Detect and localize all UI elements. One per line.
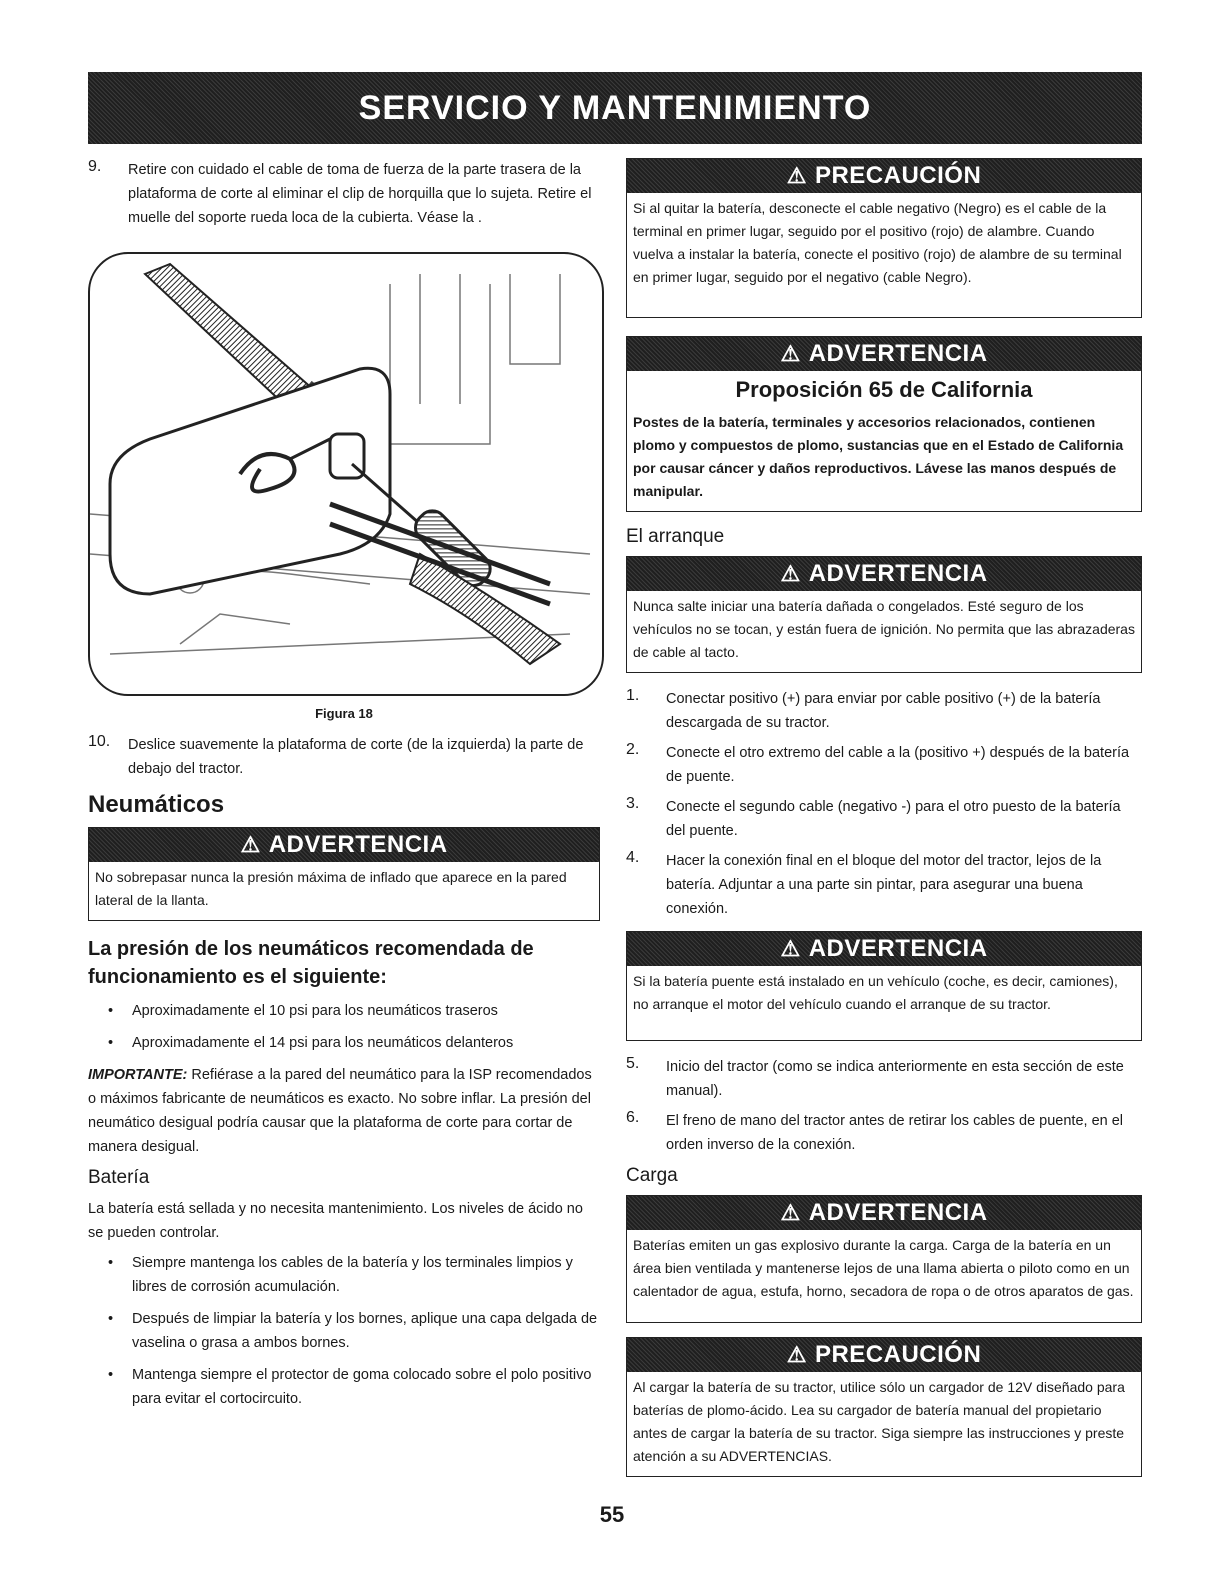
warning-header	[89, 828, 599, 862]
warning-title: ADVERTENCIA	[268, 831, 448, 858]
caution-title: PRECAUCIÓN	[814, 162, 982, 189]
step-10	[88, 733, 600, 781]
caution-header	[627, 159, 1141, 193]
warning-box-jumpstart	[626, 556, 1142, 673]
jump-step-2: 2. Conecte el otro extremo del cable a la (positivo +) después de la batería de puente.	[626, 741, 1130, 785]
caution-box-charger	[626, 1337, 1142, 1477]
banner-title: SERVICIO Y MANTENIMIENTO	[358, 88, 872, 127]
warning-box-charging	[626, 1195, 1142, 1323]
jump-step-3: 3. Conecte el segundo cable (negativo -) para el otro puesto de la batería del puente.	[626, 795, 1121, 839]
list-item: • Siempre mantenga los cables de la batería y los terminales limpios y libres de corrosión acumulación.	[108, 1255, 573, 1295]
list-item: • Aproximadamente el 14 psi para los neumáticos delanteros	[108, 1035, 514, 1051]
jump-step-1: 1. Conectar positivo (+) para enviar por cable positivo (+) de la batería descargada de su tractor.	[626, 687, 1101, 731]
bateria-text: La batería está sellada y no necesita mantenimiento. Los niveles de ácido no se pueden controlar.	[88, 1201, 583, 1241]
jump-step-5: 5. Inicio del tractor (como se indica anteriormente en esta sección de este manual).	[626, 1055, 1124, 1099]
warning-text: Nunca salte iniciar una batería dañada o congelados. Esté seguro de los vehículos no se tocan, y están fuera de ignición. No permita que las abrazaderas de cable al tacto.	[633, 598, 1135, 660]
warning-text: Baterías emiten un gas explosivo durante la carga. Carga de la batería en un área bien ventilada y mantenerse lejos de una llama abierta o piloto como en un calentador de agua, estufa, horno, secadora de ropa o de otros aparatos de gas.	[633, 1237, 1134, 1299]
bateria-list	[88, 1251, 600, 1411]
warning-box-jumper-vehicle	[626, 931, 1142, 1041]
warning-header	[627, 1196, 1141, 1230]
warning-header	[627, 337, 1141, 371]
list-item: • Aproximadamente el 10 psi para los neumáticos traseros	[108, 1003, 498, 1019]
page-number: 55	[599, 1502, 625, 1527]
step-number: 10.	[88, 733, 111, 750]
warning-text: Postes de la batería, terminales y accesorios relacionados, contienen plomo y compuestos de plomo, sustancias que en el Estado de California por causar cáncer y daños reproductivos. Lávese las manos después de manipular.	[633, 414, 1124, 499]
carga-heading: Carga	[626, 1165, 678, 1186]
warning-triangle-icon: ⚠	[786, 1342, 807, 1367]
step-text: Deslice suavemente la plataforma de corte (de la izquierda) la parte de debajo del tractor.	[128, 737, 584, 777]
figure-caption: Figura 18	[315, 706, 373, 721]
warning-triangle-icon: ⚠	[780, 936, 801, 961]
warning-title: ADVERTENCIA	[808, 1199, 988, 1226]
caution-text: Al cargar la batería de su tractor, utilice sólo un cargador de 12V diseñado para baterías de plomo-ácido. Lea su cargador de batería manual del propietario antes de cargar la batería de su tractor. Siga siempre las instrucciones y preste atención a su ADVERTENCIAS.	[633, 1379, 1125, 1464]
warning-title: ADVERTENCIA	[808, 935, 988, 962]
important-text: Refiérase a la pared del neumático para la ISP recomendados o máximos fabricante de neumáticos es exacto. No sobre inflar. La presión del neumático desigual podría causar que la plataforma de corte para cortar de manera desigual.	[88, 1067, 592, 1155]
left-column	[88, 158, 600, 1419]
page-banner	[88, 72, 1142, 144]
bateria-heading: Batería	[88, 1167, 150, 1188]
warning-title: ADVERTENCIA	[808, 560, 988, 587]
warning-triangle-icon: ⚠	[780, 1200, 801, 1225]
jump-step-6: 6. El freno de mano del tractor antes de retirar los cables de puente, en el orden inverso de la conexión.	[626, 1109, 1124, 1153]
warning-triangle-icon: ⚠	[240, 832, 261, 857]
step-text: Retire con cuidado el cable de toma de fuerza de la parte trasera de la plataforma de corte al eliminar el clip de horquilla que lo sujeta. Retire el muelle del soporte rueda loca de la cubierta. Véase la .	[128, 162, 592, 226]
important-note	[88, 1063, 600, 1159]
warning-header	[627, 557, 1141, 591]
warning-triangle-icon: ⚠	[786, 163, 807, 188]
right-column	[626, 158, 1142, 1491]
important-label: IMPORTANTE:	[88, 1067, 188, 1083]
caution-title: PRECAUCIÓN	[814, 1341, 982, 1368]
warning-title: ADVERTENCIA	[808, 340, 988, 367]
warning-box-prop65	[626, 336, 1142, 512]
pressure-list	[88, 999, 600, 1055]
warning-triangle-icon: ⚠	[780, 561, 801, 586]
jump-step-4: 4. Hacer la conexión final en el bloque del motor del tractor, lejos de la batería. Adjuntar a una parte sin pintar, para asegurar una buena conexión.	[626, 849, 1102, 917]
step-number: 9.	[88, 158, 102, 175]
caution-header	[627, 1338, 1141, 1372]
neumaticos-heading: Neumáticos	[88, 791, 225, 818]
warning-header	[627, 932, 1141, 966]
list-item: • Mantenga siempre el protector de goma colocado sobre el polo positivo para evitar el cortocircuito.	[108, 1367, 592, 1407]
list-item: • Después de limpiar la batería y los bornes, aplique una capa delgada de vaselina o grasa a ambos bornes.	[108, 1311, 598, 1351]
warning-box-tires	[88, 827, 600, 921]
pressure-heading: La presión de los neumáticos recomendada de funcionamiento es el siguiente:	[88, 938, 534, 988]
figure-18-illustration	[88, 252, 604, 696]
warning-subtitle: Proposición 65 de California	[735, 377, 1033, 402]
step-9	[88, 158, 600, 230]
warning-text: No sobrepasar nunca la presión máxima de inflado que aparece en la pared lateral de la llanta.	[95, 869, 567, 908]
caution-box-battery-removal	[626, 158, 1142, 318]
caution-text: Si al quitar la batería, desconecte el cable negativo (Negro) es el cable de la terminal en primer lugar, seguido por el positivo (rojo) de alambre. Cuando vuelva a instalar la batería, conecte el positivo (rojo) de alambre de su terminal en primer lugar, seguido por el negativo (cable Negro).	[633, 200, 1122, 285]
deck-cable-diagram	[90, 254, 602, 694]
warning-text: Si la batería puente está instalado en un vehículo (coche, es decir, camiones), no arranque el motor del vehículo cuando el arranque de su tractor.	[633, 973, 1118, 1012]
warning-triangle-icon: ⚠	[780, 341, 801, 366]
arranque-heading: El arranque	[626, 526, 725, 547]
